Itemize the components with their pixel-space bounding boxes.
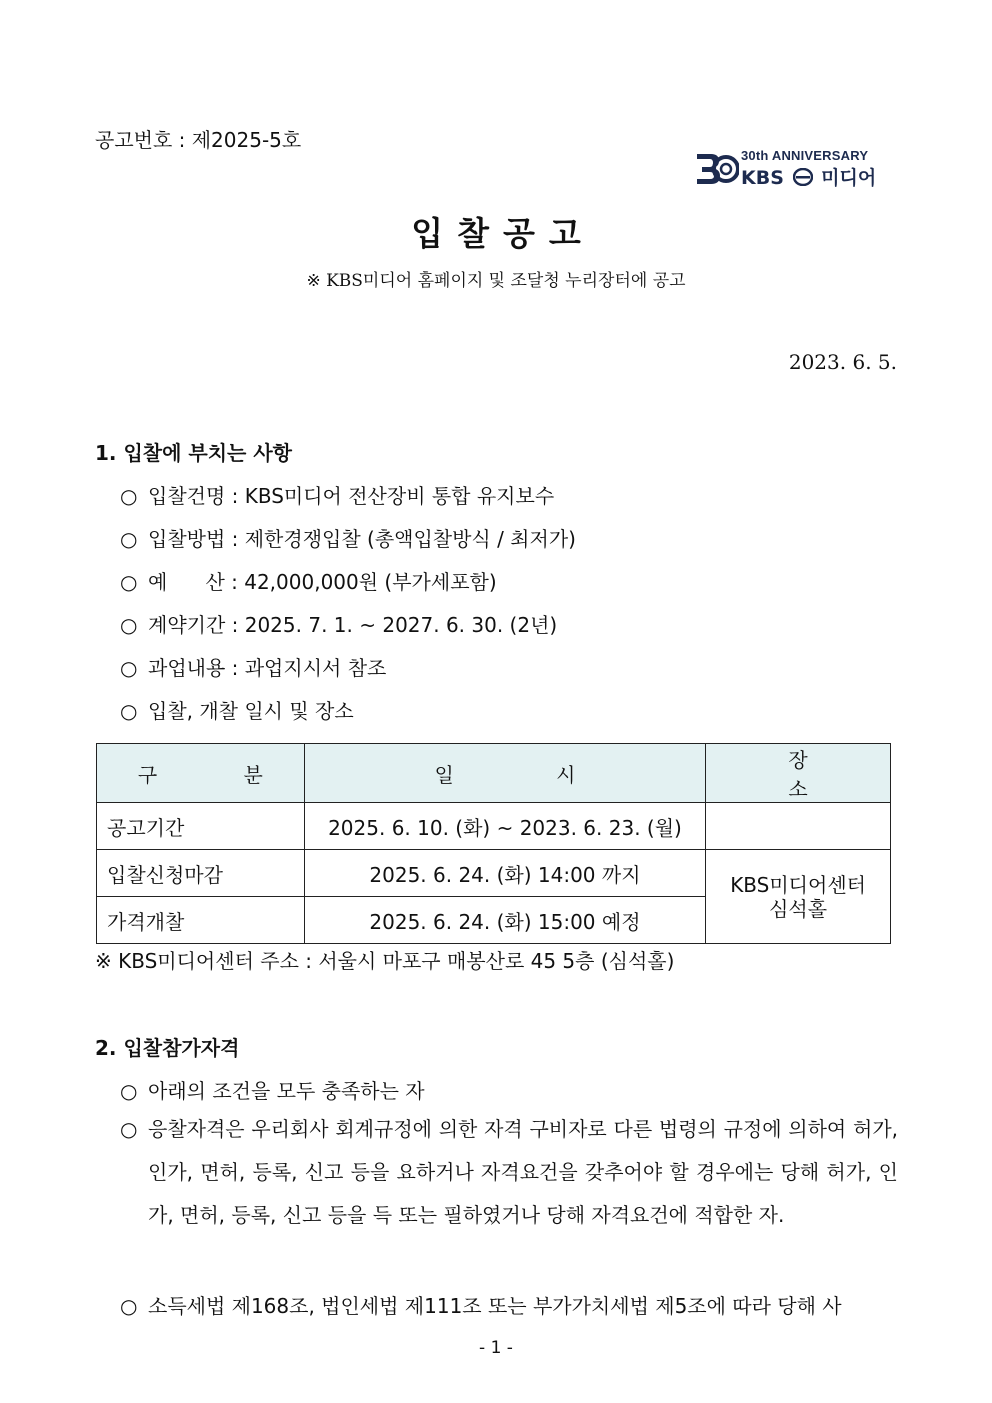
row-datetime: 2025. 6. 24. (화) 14:00 까지 xyxy=(304,850,705,897)
schedule-table xyxy=(96,743,891,944)
row-datetime: 2025. 6. 24. (화) 15:00 예정 xyxy=(304,897,705,944)
table-header-row xyxy=(97,744,891,803)
list-item xyxy=(120,566,497,595)
logo-brand-media: 미디어 xyxy=(821,167,877,189)
table-header-datetime: 일 시 xyxy=(304,744,705,803)
bullet-icon: ○ xyxy=(120,613,138,637)
table-row xyxy=(97,850,891,897)
list-item xyxy=(120,523,576,552)
list-item-text: 입찰방법 : 제한경쟁입찰 (총액입찰방식 / 최저가) xyxy=(148,527,576,551)
list-item xyxy=(120,480,554,509)
bullet-icon: ○ xyxy=(120,527,138,551)
logo-anniversary-text: 30th ANNIVERSARY xyxy=(741,148,869,163)
list-item-text: 계약기간 : 2025. 7. 1. ~ 2027. 6. 30. (2년) xyxy=(148,613,558,637)
list-item xyxy=(120,1108,898,1237)
table-row xyxy=(97,803,891,850)
bullet-icon: ○ xyxy=(120,484,138,508)
section-2-heading: 2. 입찰참가자격 xyxy=(95,1036,240,1060)
list-item xyxy=(120,652,386,681)
list-item-text: 예 산 : 42,000,000원 (부가세포함) xyxy=(148,570,497,594)
list-item xyxy=(120,609,557,638)
logo-brand-text xyxy=(741,163,876,190)
list-item-text: 소득세법 제168조, 법인세법 제111조 또는 부가가치세법 제5조에 따라 당해 사 xyxy=(148,1294,842,1318)
row-place xyxy=(706,850,891,944)
row-datetime: 2025. 6. 10. (화) ~ 2023. 6. 23. (월) xyxy=(304,803,705,850)
place-line-2: 심석홀 xyxy=(769,896,828,921)
bullet-icon: ○ xyxy=(120,656,138,680)
list-item-text: 응찰자격은 우리회사 회계규정에 의한 자격 구비자로 다른 법령의 규정에 의하여 허가, 인가, 면허, 등록, 신고 등을 요하거나 자격요건을 갖추어야 할 경우에는 당해 허가, 인가, 면허, 등록, 신고 등을 득 또는 필하였거나 당해 자격요건에 적합한 자. xyxy=(148,1117,898,1227)
bullet-icon: ○ xyxy=(120,699,138,723)
table-header-place: 장 소 xyxy=(706,744,891,803)
list-item xyxy=(120,695,354,724)
page-number: - 1 - xyxy=(479,1338,513,1358)
bullet-icon: ○ xyxy=(120,1079,138,1103)
address-note: ※ KBS미디어센터 주소 : 서울시 마포구 매봉산로 45 5층 (심석홀) xyxy=(95,949,675,973)
list-item-text: 입찰건명 : KBS미디어 전산장비 통합 유지보수 xyxy=(148,484,555,508)
table-header-category: 구 분 xyxy=(97,744,305,803)
list-item xyxy=(120,1290,842,1319)
page-title: 입찰공고 xyxy=(411,214,595,253)
list-item-text: 아래의 조건을 모두 충족하는 자 xyxy=(148,1079,425,1103)
notice-date: 2023. 6. 5. xyxy=(788,350,897,374)
anniversary-30-icon xyxy=(693,148,739,188)
bullet-icon: ○ xyxy=(120,1294,138,1318)
list-item xyxy=(120,1075,425,1104)
row-place-empty xyxy=(706,803,891,850)
kbs-media-logo xyxy=(693,146,898,188)
row-label: 입찰신청마감 xyxy=(97,850,305,897)
notice-number: 공고번호 : 제2025-5호 xyxy=(95,128,302,152)
logo-brand-kbs: KBS xyxy=(741,167,784,189)
bullet-icon: ○ xyxy=(120,1117,138,1141)
row-label: 가격개찰 xyxy=(97,897,305,944)
place-line-1: KBS미디어센터 xyxy=(730,872,866,897)
section-1-heading: 1. 입찰에 부치는 사항 xyxy=(95,441,292,465)
list-item-text: 입찰, 개찰 일시 및 장소 xyxy=(148,699,354,723)
list-item-text: 과업내용 : 과업지시서 참조 xyxy=(148,656,387,680)
row-label: 공고기간 xyxy=(97,803,305,850)
bullet-icon: ○ xyxy=(120,570,138,594)
kbs-symbol-icon xyxy=(793,168,813,186)
publication-note: ※ KBS미디어 홈페이지 및 조달청 누리장터에 공고 xyxy=(306,271,686,291)
